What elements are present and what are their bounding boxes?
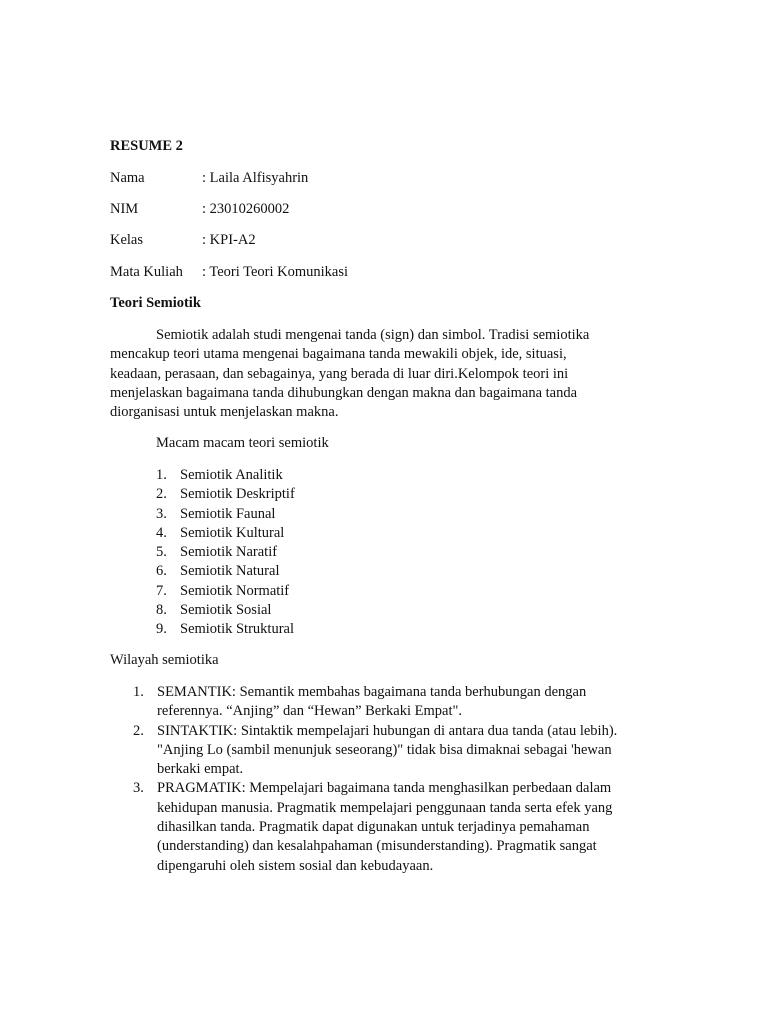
- meta-label: Mata Kuliah: [110, 264, 183, 280]
- list-text: PRAGMATIK: Mempelajari bagaimana tanda menghasilkan perbedaan dalam kehidupan manusia. Pragmatik mempelajari penggunaan tanda serta efek yang dihasilkan tanda. Pragmatik dapat digunakan untuk terjadinya pemahaman (understanding) dan kesalahpahaman (misunderstanding). Pragmatik sangat dipengaruhi oleh sistem sosial dan kebudayaan.: [157, 780, 613, 874]
- list-number: 6.: [156, 563, 167, 580]
- list-number: 7.: [156, 582, 167, 599]
- list-number: 1.: [156, 467, 167, 483]
- list-item: [156, 543, 295, 562]
- meta-label: NIM: [110, 201, 139, 217]
- meta-row-mata-kuliah: [110, 264, 348, 281]
- list-number: 5.: [156, 544, 167, 561]
- list-item: [133, 779, 623, 875]
- list-text: SEMANTIK: Semantik membahas bagaimana tanda berhubungan dengan referennya. “Anjing” dan “Hewan” Berkaki Empat".: [157, 684, 587, 720]
- body-paragraph: Semiotik adalah studi mengenai tanda (sign) dan simbol. Tradisi semiotika mencakup teori utama mengenai bagaimana tanda mewakili objek, ide, situasi, keadaan, perasaan, dan sebagainya, yang berada di luar diri.Kelompok teori ini menjelaskan bagaimana tanda dihubungkan dengan makna dan bagaimana tanda diorganisasi untuk menjelaskan makna.: [110, 327, 590, 421]
- list-text: Semiotik Analitik: [180, 467, 283, 483]
- meta-label: Kelas: [110, 232, 144, 248]
- list-item: [156, 524, 295, 543]
- list-item: [133, 683, 623, 722]
- list-number: 4.: [156, 524, 167, 541]
- list-item: [133, 722, 623, 780]
- list-number: 3.: [133, 780, 144, 797]
- list-intro: Macam macam teori semiotik: [156, 435, 329, 451]
- list-number: 3.: [156, 505, 167, 522]
- meta-value: : Laila Alfisyahrin: [202, 170, 309, 186]
- list-item: [156, 562, 295, 581]
- list-text: Semiotik Naratif: [180, 544, 278, 561]
- list-text: Semiotik Struktural: [180, 621, 294, 638]
- wilayah-list: [133, 683, 623, 876]
- section-heading: Teori Semiotik: [110, 295, 201, 311]
- meta-value: : KPI-A2: [202, 232, 256, 248]
- meta-row-nim: [110, 201, 289, 218]
- list-number: 8.: [156, 602, 167, 619]
- list-item: [156, 582, 295, 601]
- list-number: 9.: [156, 621, 167, 638]
- meta-value: : 23010260002: [202, 201, 290, 217]
- list-text: SINTAKTIK: Sintaktik mempelajari hubungan di antara dua tanda (atau lebih). "Anjing Lo (sambil menunjuk seseorang)" tidak bisa dimaknai sebagai 'hewan berkaki empat.: [157, 722, 618, 778]
- list-number: 1.: [133, 684, 144, 700]
- list-text: Semiotik Deskriptif: [180, 486, 295, 503]
- meta-value: : Teori Teori Komunikasi: [202, 264, 349, 280]
- list-text: Semiotik Sosial: [180, 602, 272, 619]
- list-number: 2.: [156, 486, 167, 503]
- list-text: Semiotik Natural: [180, 563, 280, 580]
- wilayah-heading: Wilayah semiotika: [110, 652, 219, 668]
- list-item: [156, 485, 295, 504]
- list-text: Semiotik Faunal: [180, 505, 276, 522]
- list-item: [156, 505, 295, 524]
- list-text: Semiotik Kultural: [180, 524, 285, 541]
- meta-row-kelas: [110, 232, 256, 249]
- semiotik-types-list: [156, 466, 295, 640]
- list-text: Semiotik Normatif: [180, 582, 290, 599]
- list-number: 2.: [133, 722, 144, 739]
- meta-row-nama: [110, 170, 308, 187]
- meta-label: Nama: [110, 170, 145, 186]
- list-item: [156, 601, 295, 620]
- document-title: RESUME 2: [110, 138, 183, 154]
- list-item: [156, 620, 295, 639]
- list-item: [156, 466, 295, 485]
